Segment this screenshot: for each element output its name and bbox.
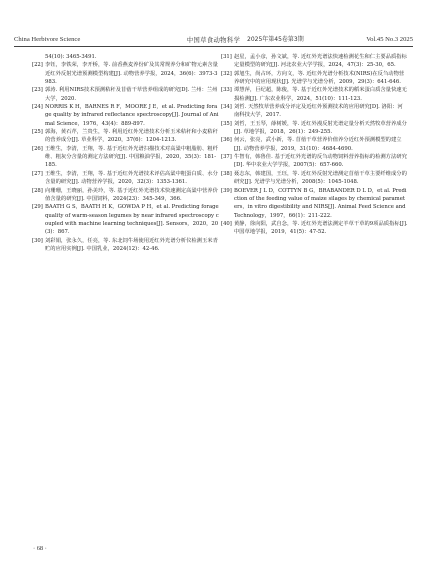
reference-number: [34] [221, 104, 232, 111]
reference-text: NORRIS K H，BARNES R F，MOORE J E，et al. Predicting forage quality by infrared reflectance spectroscopy[J]. Journal of Animal Science，1976，43(4)：889-897. [45, 104, 219, 127]
reference-entry [221, 53, 408, 70]
reference-number: [40] [221, 220, 232, 227]
reference-entry [32, 170, 219, 187]
header-rule [14, 46, 413, 47]
reference-entry [32, 128, 219, 145]
reference-number: [32] [221, 70, 232, 77]
reference-text: 李钰，李铁荣，李开桥，等. 前香燕麦养份矿及其常规养分和矿物元素含量近红外反射光谱预测模型构建[J]. 动物营养学报，2024，36(6)：3973-3983. [45, 62, 218, 86]
references-left-column [32, 53, 219, 253]
reference-number: [36] [221, 137, 232, 144]
page-number: · 68 · [33, 545, 47, 552]
reference-text: 谭慧萍，巨纪超，陈俊，等. 基于近红外光谱技术的稻米蛋白质含量快速无损检测[J]. 广东农业科学，2024，51(10)：111-123. [234, 87, 407, 102]
reference-number: [33] [221, 87, 232, 94]
reference-number: [27] [32, 170, 43, 177]
reference-text: 郭涛. 利用NIRS技术预测秸秆及苜蓿干草营养组成的研究[D]. 兰州：兰州大学，2020. [45, 87, 218, 102]
reference-text: 何云，张亮，武小新，等. 苜蓿干草营养价值养分近红外预测模型的建立[J]. 动物营养学报，2019，31(10)：4684-4690. [234, 137, 402, 152]
reference-text: 黄静，徐向阳，武自念，等. 近红外光谱法测定羊草干草的9项品质指标[J]. 中国草地学报，2019，41(5)：47-52. [234, 220, 408, 236]
reference-entry [32, 103, 219, 128]
reference-text: 赵星，孟小彦，孙文斌，等. 近红外光谱法快速检测花生和仁主要品质指标定量模型的研究[J]. 河北农业大学学报，2024，47(3)：25-30，65. [234, 54, 407, 69]
journal-name-en: China Herbivore Science [14, 36, 81, 43]
reference-entry [221, 153, 408, 170]
running-header [14, 34, 413, 46]
reference-number: [28] [32, 187, 43, 194]
reference-text: 刘彩娟，张永久，任亮，等. 东北饲牛场使用近红外光谱分析仪检测玉米青贮的应用实例[J]. 中国乳业，2024(12)：42-46. [45, 237, 218, 252]
reference-entry [221, 170, 408, 187]
reference-text: 刘哲. 天然牧草营养成分评定及近红外预测技术的应用研究[D]. 洛阳：河南科技大学，2017. [234, 104, 403, 119]
reference-entry [221, 120, 408, 137]
issue-cn: 2025年第45卷第3期 [247, 36, 304, 43]
journal-name-cn: 中国草食动物科学 [186, 36, 241, 44]
reference-entry [32, 187, 219, 204]
reference-entry [221, 220, 408, 237]
reference-entry [32, 61, 219, 86]
reference-entry [32, 53, 219, 61]
reference-entry [221, 136, 408, 153]
reference-text: BOEVER J L D，COTTYN B G，BRABANDER D L D，et al. Prediction of the feeding value of maize silages by chemical parameters，in vitro digestibility and NIRS[J]. Animal Feed Science and Technology，1997，66(1)：211-222. [234, 187, 407, 219]
reference-number: [39] [221, 187, 232, 194]
reference-entry [221, 70, 408, 87]
reference-number: [31] [221, 54, 232, 60]
reference-text: 郭旭生，尚占环，方向文，等. 近红外光谱分析技术(NIRS)在反刍动物营养研究中的应用现状[J]. 光谱学与光谱分析，2009，29(3)：641-646. [234, 70, 405, 86]
issue-en: Vol.45 No.3 2025 [366, 36, 413, 43]
reference-entry [221, 86, 408, 103]
reference-text: 王维生，李清，王翔，等. 基于近红外光谱技术评估高粱中粗蛋白质、水分含量的研究[J]. 动物营养学报，2020，32(3)：1353-1361. [45, 170, 218, 186]
reference-number: [25] [32, 129, 43, 136]
reference-text: 向珊珊，王晓丽，孙美玲，等. 基于近红外光谱技术快速测定高粱中营养价值含量的研究[J]. 中国饲料，2024(23)：345-349，366. [45, 187, 218, 202]
reference-entry [32, 203, 219, 236]
reference-entry [32, 145, 219, 170]
references-right-column [221, 53, 408, 237]
reference-entry [32, 86, 219, 103]
reference-entry [221, 103, 408, 120]
reference-text: 郭海，黄石芹，兰贵生，等. 利用近红外光谱技术分析玉米秸秆和小麦秸秆的营养成分[J]. 草业科学，2020，37(6)：1204-1213. [45, 129, 218, 144]
reference-number: [26] [32, 145, 43, 152]
reference-text: 王维生，李清，王翔，等. 基于近红外光谱扫描技术对高粱中粗脂肪、粗纤维、粗灰分含量的测定方法研究[J]. 中国粮油学报，2020，35(3)：181-185. [45, 145, 218, 169]
reference-number: [22] [32, 62, 43, 69]
reference-text: 聂志东，韩建国，王珏，等. 近红外反射光谱测定苜蓿干草主要纤维成分的研究[J]. 光谱学与光谱分析，2008(5)：1045-1048. [234, 170, 407, 186]
reference-text: 刘哲，王玉琴，薛树媛，等. 近红外漫反射光谱定量分析天然牧草营养成分[J]. 草地学报，2018，26(1)：249-255. [234, 120, 407, 136]
reference-text: 牛智有，韩鲁佳. 基于近红外光谱的反刍动物饲料营养指标的检测方法研究[D]. 华中农业大学学报，2007(5)：657-660. [234, 154, 407, 169]
reference-number: [24] [32, 104, 43, 111]
reference-number: [38] [221, 170, 232, 177]
reference-number: [29] [32, 204, 43, 211]
reference-text: BAATH G S，BAATH H K，GOWDA P H，et al. Predicting forage quality of warm-season legumes by near infrared spectroscopy coupled with machine learning techniques[J]. Sensors，2020，20(3)：867. [45, 204, 219, 236]
reference-text: 54(10): 3465-3491. [45, 54, 97, 60]
reference-entry [221, 187, 408, 220]
reference-number: [37] [221, 154, 232, 161]
reference-number: [35] [221, 120, 232, 127]
reference-number: [30] [32, 237, 43, 244]
reference-entry [32, 237, 219, 254]
reference-number: [23] [32, 87, 43, 94]
